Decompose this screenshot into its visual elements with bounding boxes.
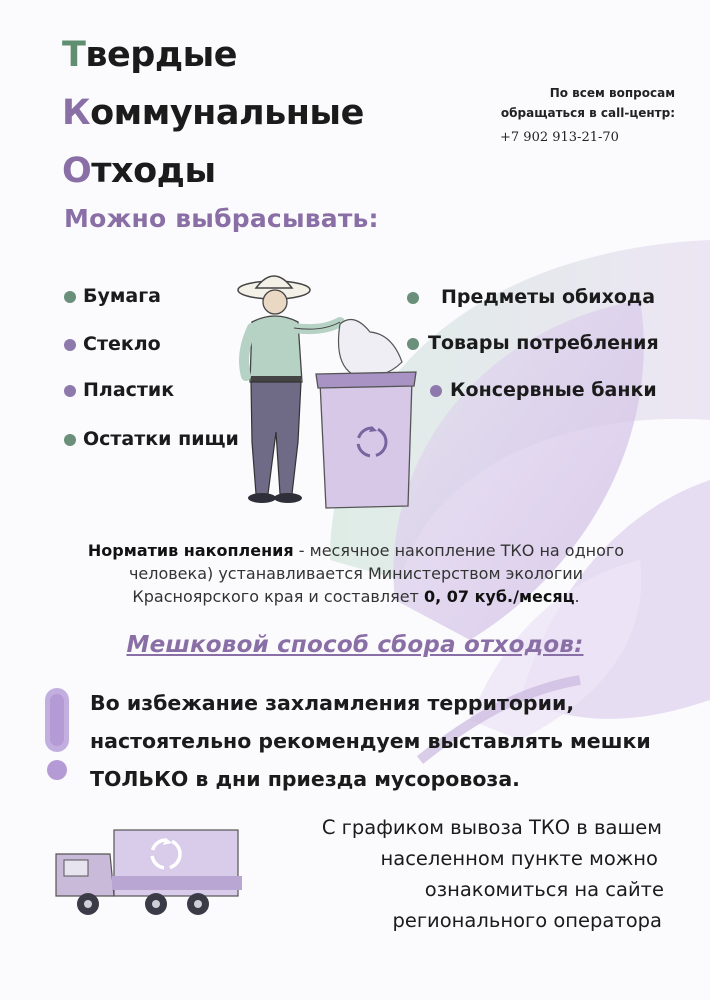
title-rest: тходы [91, 151, 216, 191]
title-initial: Т [62, 35, 86, 75]
norm-line-1 [50, 539, 662, 562]
norm-line-2: человека) устанавливается Министерством экологии [128, 564, 584, 583]
warning-line-3: ТОЛЬКО в дни приезда мусоровоза. [90, 767, 520, 791]
allowed-item-plastic: Пластик [83, 379, 175, 401]
bullet-icon [64, 339, 76, 351]
norm-line-3 [50, 585, 662, 608]
norm-value: 0, 07 куб./месяц [423, 587, 575, 606]
schedule-line-1: С графиком вывоза ТКО в вашем [321, 816, 662, 839]
call-center-line-2: обращаться в call-центр: [500, 106, 675, 120]
bullet-icon [64, 434, 76, 446]
title-line-2 [62, 84, 364, 142]
person-throwing-trash-illustration [222, 262, 422, 526]
norm-paragraph [50, 539, 662, 608]
title-rest: вердые [85, 35, 237, 75]
bullet-icon [64, 291, 76, 303]
bullet-icon [430, 385, 442, 397]
garbage-truck-illustration [52, 824, 244, 920]
title-rest: оммунальные [90, 93, 364, 133]
norm-text-1: - месячное накопление ТКО на одного [293, 541, 625, 560]
schedule-info [250, 812, 676, 936]
call-center-note [470, 83, 675, 123]
allowed-item-paper: Бумага [83, 285, 161, 307]
schedule-line-3: ознакомиться на сайте [424, 878, 664, 901]
norm-end: . [574, 587, 580, 606]
exclamation-icon [40, 686, 74, 782]
allowed-item-food: Остатки пищи [83, 428, 239, 450]
title-line-1 [62, 26, 364, 84]
norm-term: Норматив накопления [87, 541, 294, 560]
title-initial: К [62, 93, 91, 133]
warning-line-1: Во избежание захламления территории, [90, 691, 575, 715]
document-title [62, 26, 364, 200]
call-center-line-1: По всем вопросам [549, 86, 675, 100]
bullet-icon [64, 385, 76, 397]
phone-number[interactable]: +7 902 913-21-70 [500, 130, 619, 145]
collection-method-heading: Мешковой способ сбора отходов: [126, 632, 584, 658]
warning-line-2: настоятельно рекомендуем выставлять мешки [90, 729, 651, 753]
allowed-item-cans: Консервные банки [450, 379, 657, 401]
norm-text-3: Красноярского края и составляет [132, 587, 424, 606]
title-initial: О [62, 151, 92, 191]
warning-text [90, 684, 690, 798]
allowed-heading: Можно выбрасывать: [64, 204, 379, 233]
schedule-line-4: регионального оператора [392, 909, 662, 932]
allowed-item-glass: Стекло [83, 333, 161, 355]
schedule-line-2: населенном пункте можно [380, 847, 658, 870]
allowed-item-consumer-goods: Товары потребления [428, 332, 659, 354]
title-line-3 [62, 142, 364, 200]
allowed-item-household: Предметы обихода [441, 286, 656, 308]
